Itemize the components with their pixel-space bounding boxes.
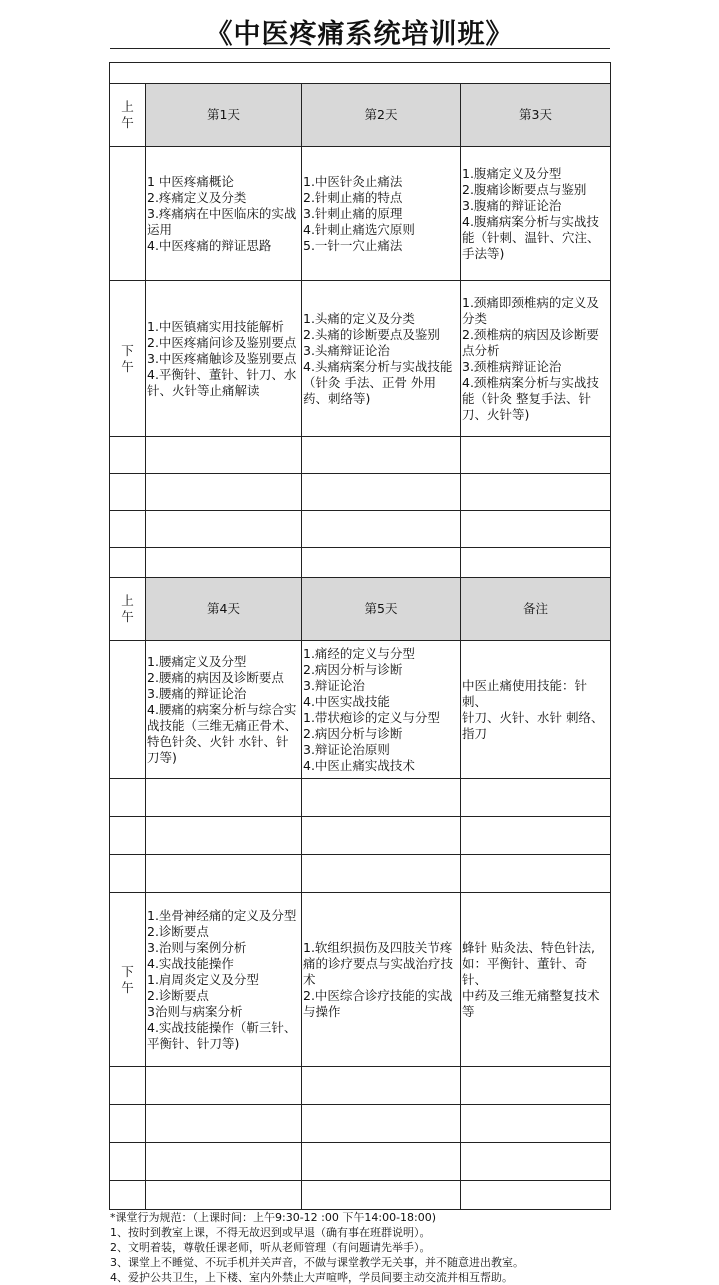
course-line: 3.针刺止痛的原理 [303,205,403,221]
empty-row [110,1143,611,1181]
course-line: 3.治则与案例分析 [147,939,247,955]
course-line: 2.头痛的诊断要点及鉴别 [303,326,440,342]
course-line: 2.中医综合诊疗技能的实战与操作 [303,987,453,1019]
period-label-am: 上 午 [110,578,146,641]
course-line: 2.腹痛诊断要点与鉴别 [462,181,587,197]
course-cell [302,281,461,437]
course-line: 2.病因分析与诊断 [303,725,403,741]
empty-row [110,1105,611,1143]
course-cell [146,893,302,1067]
course-line: 4.针刺止痛选穴原则 [303,221,415,237]
course-line: 1.带状疱诊的定义与分型 [303,709,440,725]
course-line: 1.头痛的定义及分类 [303,310,415,326]
course-line: 4.中医疼痛的辩证思路 [147,237,272,253]
empty-row [110,1181,611,1210]
course-line: 1.坐骨神经痛的定义及分型 [147,907,297,923]
course-line: 1.肩周炎定义及分型 [147,971,259,987]
header-row-week1 [110,84,611,147]
course-cell [302,147,461,281]
course-line: 3.腹痛的辩证论治 [462,197,562,213]
rule-item: 4、爱护公共卫生，上下楼、室内外禁止大声喧哗，学员间要主动交流并相互帮助。 [110,1271,513,1284]
day-header: 第5天 [302,578,461,641]
course-line: 4.实战技能操作（靳三针、平衡针、针刀等) [147,1019,297,1051]
course-line: 蜂针 贴灸法、特色针法,如：平衡针、董针、奇针、 [462,939,595,987]
content-row-week2-am [110,641,611,779]
header-row-week2 [110,578,611,641]
remarks-header: 备注 [461,578,611,641]
course-cell [146,281,302,437]
empty-row [110,474,611,511]
course-line: 1.痛经的定义与分型 [303,645,415,661]
rules-heading: *课堂行为规范：（上课时间：上午9:30-12 :00 下午14:00-18:00) [110,1211,437,1224]
content-row-week2-pm [110,893,611,1067]
course-line: 4.腰痛的病案分析与综合实战技能（三维无痛正骨术、特色针灸、火针 水针、针刀等) [147,701,298,765]
day-header: 第3天 [461,84,611,147]
course-cell [146,641,302,779]
spacer-row [110,63,611,84]
empty-row [110,548,611,578]
course-line: 中药及三维无痛整复技术等 [462,987,600,1019]
day-header: 第1天 [146,84,302,147]
course-line: 2.诊断要点 [147,923,209,939]
course-line: 中医止痛使用技能：针刺、 [462,677,588,709]
day-header: 第4天 [146,578,302,641]
course-line: 4.头痛病案分析与实战技能（针灸 手法、正骨 外用药、刺络等) [303,358,453,406]
empty-row [110,817,611,855]
course-line: 3.头痛辩证论治 [303,342,390,358]
empty-row [110,779,611,817]
course-line: 2.病因分析与诊断 [303,661,403,677]
course-line: 2.颈椎病的病因及诊断要点分析 [462,326,599,358]
course-line: 2.诊断要点 [147,987,209,1003]
course-line: 1.腰痛定义及分型 [147,653,247,669]
course-line: 1.中医镇痛实用技能解析 [147,318,284,334]
course-line: 指刀 [462,725,488,741]
empty-row [110,437,611,474]
course-line: 3.辩证论治原则 [303,741,390,757]
content-row-week1-pm [110,281,611,437]
empty-row [110,511,611,548]
course-cell [302,893,461,1067]
course-line: 2.疼痛定义及分类 [147,189,247,205]
course-line: 1 中医疼痛概论 [147,173,234,189]
course-line: 2.针刺止痛的特点 [303,189,403,205]
empty-row [110,855,611,893]
title-divider [110,48,610,49]
classroom-rules [110,1210,610,1285]
content-row-week1-am [110,147,611,281]
course-line: 4.腹痛病案分析与实战技能（针刺、温针、穴注、手法等) [462,213,600,261]
course-line: 3.疼痛病在中医临床的实战运用 [147,205,297,237]
course-cell [461,147,611,281]
course-line: 3.中医疼痛触诊及鉴别要点 [147,350,297,366]
rule-item: 1、按时到教室上课，不得无故迟到或早退（确有事在班群说明）。 [110,1226,431,1239]
course-line: 3.腰痛的辩证论治 [147,685,247,701]
course-line: 3.辩证论治 [303,677,365,693]
course-line: 4.平衡针、董针、针刀、水针、火针等止痛解读 [147,366,297,398]
course-line: 4.实战技能操作 [147,955,234,971]
course-cell [302,641,461,779]
course-line: 4.中医止痛实战技术 [303,757,415,773]
course-line: 2.中医疼痛问诊及鉴别要点 [147,334,297,350]
period-label-am: 上 午 [110,84,146,147]
course-line: 3.颈椎病辩证论治 [462,358,562,374]
course-line: 5.一针一穴止痛法 [303,237,403,253]
course-line: 1.中医针灸止痛法 [303,173,403,189]
course-cell [461,281,611,437]
course-line: 针刀、火针、水针 刺络、 [462,709,604,725]
rule-item: 2、文明着装，尊敬任课老师，听从老师管理（有问题请先举手）。 [110,1241,431,1254]
period-label-pm: 下 午 [110,893,146,1067]
remarks-cell [461,893,611,1067]
course-line: 3治则与病案分析 [147,1003,243,1019]
empty-row [110,1067,611,1105]
course-cell [146,147,302,281]
course-line: 1.软组织损伤及四肢关节疼痛的诊疗要点与实战治疗技术 [303,939,454,987]
day-header: 第2天 [302,84,461,147]
remarks-cell [461,641,611,779]
schedule-table [109,62,611,1210]
period-label-pm: 下 午 [110,281,146,437]
course-line: 4.颈椎病案分析与实战技能（针灸 整复手法、针刀、火针等) [462,374,599,422]
page-title: 《中医疼痛系统培训班》 [205,19,514,50]
course-line: 1.腹痛定义及分型 [462,165,562,181]
course-line: 4.中医实战技能 [303,693,390,709]
course-line: 2.腰痛的病因及诊断要点 [147,669,284,685]
rule-item: 3、课堂上不睡觉、不玩手机并关声音，不做与课堂教学无关事，并不随意进出教室。 [110,1256,524,1269]
course-line: 1.颈痛即颈椎病的定义及分类 [462,294,599,326]
